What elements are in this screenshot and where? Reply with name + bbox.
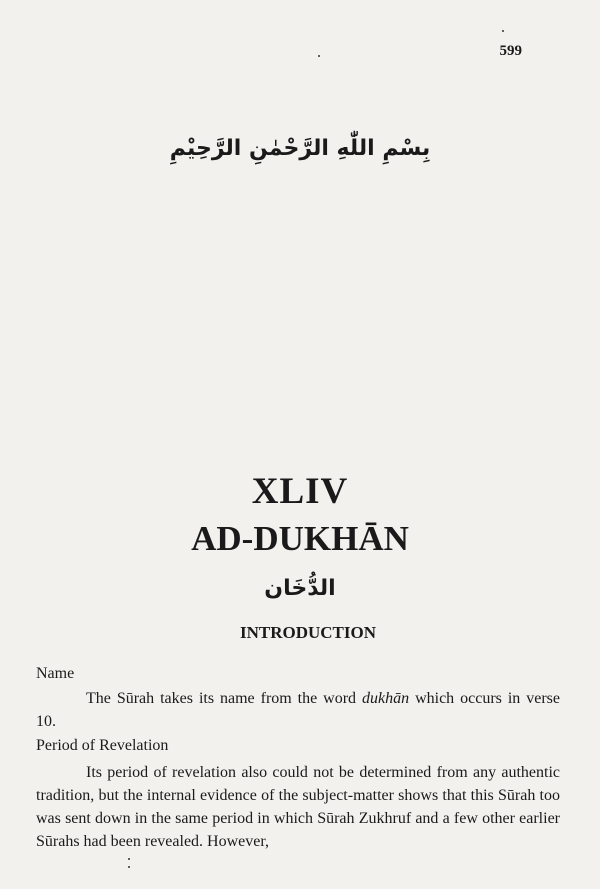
- period-section-paragraph: Its period of revelation also could not be determined from any authentic tradition, but the internal evidence of the subject-matter shows that this Sūrah too was sent down in the same period in which Sūrah Zukhruf and a few other earlier Sūrahs had been revealed. However,: [36, 764, 560, 850]
- page-number: 599: [499, 43, 522, 59]
- scan-speck: [502, 30, 504, 32]
- name-italic-word: dukhān: [362, 690, 410, 707]
- surah-number: XLIV: [251, 471, 349, 512]
- surah-name-arabic: الدُّخَان: [264, 576, 336, 601]
- bismillah-calligraphy: بِسْمِ اللّٰهِ الرَّحْمٰنِ الرَّحِيْمِ: [169, 136, 431, 161]
- name-text-before: The Sūrah takes its name from the word: [86, 690, 363, 707]
- scan-speck: [128, 866, 130, 868]
- name-text-after: which occurs in verse 10.: [36, 690, 561, 730]
- name-section-paragraph: [36, 687, 560, 733]
- scan-speck: [128, 858, 130, 860]
- introduction-heading: INTRODUCTION: [239, 623, 377, 642]
- surah-name: AD-DUKHĀN: [191, 519, 409, 558]
- period-section-heading: Period of Revelation: [36, 737, 169, 754]
- name-section-heading: Name: [36, 665, 75, 682]
- scan-speck: [318, 55, 320, 57]
